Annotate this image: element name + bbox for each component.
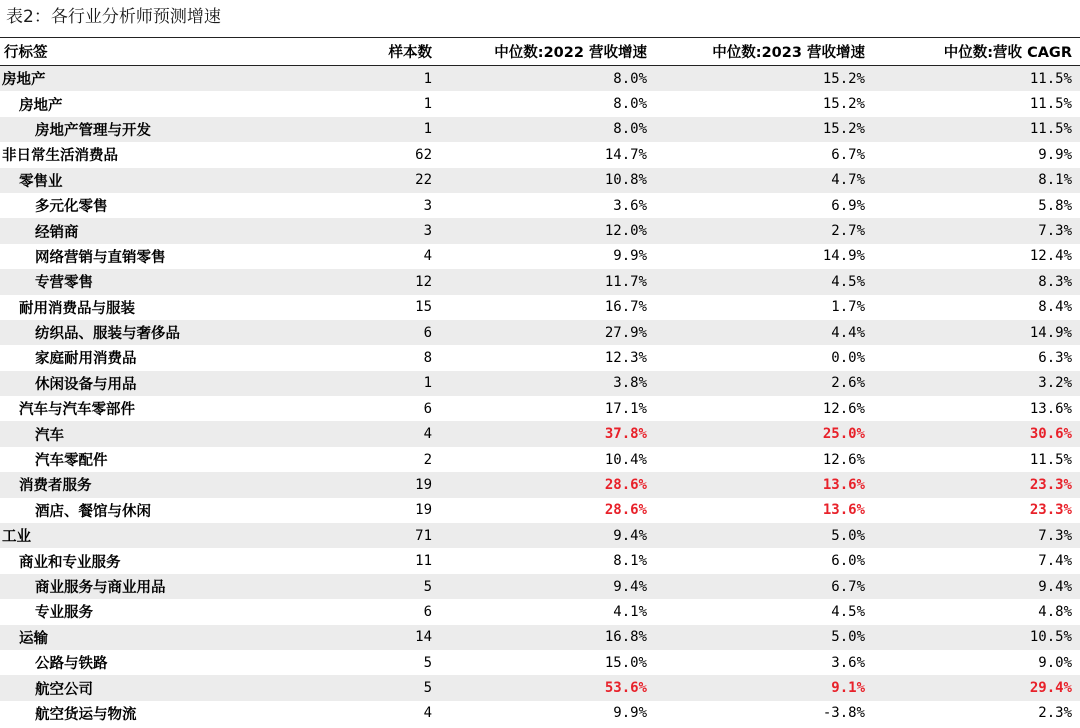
median-2022-growth: 8.0% bbox=[613, 70, 647, 87]
median-2023-growth: 25.0% bbox=[822, 426, 865, 443]
industry-label: 房地产管理与开发 bbox=[35, 122, 151, 139]
sample-count: 3 bbox=[423, 223, 432, 240]
sample-count: 62 bbox=[415, 146, 432, 163]
median-2023-growth: 5.0% bbox=[831, 629, 865, 646]
sample-count: 15 bbox=[415, 299, 432, 316]
industry-label: 房地产 bbox=[19, 97, 63, 114]
median-2023-growth: 15.2% bbox=[822, 96, 865, 113]
median-cagr: 10.5% bbox=[1029, 629, 1072, 646]
table-row bbox=[0, 625, 1080, 650]
header-median-2023-growth: 中位数:2023 营收增速 bbox=[712, 45, 865, 61]
median-cagr: 6.3% bbox=[1038, 349, 1072, 366]
industry-label: 运输 bbox=[19, 630, 48, 647]
median-cagr: 9.4% bbox=[1038, 578, 1072, 595]
industry-label: 经销商 bbox=[35, 224, 79, 241]
median-2023-growth: 4.5% bbox=[831, 273, 865, 290]
table-row bbox=[0, 701, 1080, 726]
median-2023-growth: 0.0% bbox=[831, 349, 865, 366]
median-2022-growth: 53.6% bbox=[604, 680, 647, 697]
median-cagr: 13.6% bbox=[1029, 400, 1072, 417]
industry-label: 消费者服务 bbox=[19, 478, 92, 495]
table-row bbox=[0, 218, 1080, 243]
industry-label: 专营零售 bbox=[35, 275, 93, 292]
industry-label: 酒店、餐馆与休闲 bbox=[35, 503, 151, 520]
industry-label: 多元化零售 bbox=[35, 199, 108, 216]
table-row bbox=[0, 320, 1080, 345]
median-2022-growth: 10.4% bbox=[604, 451, 647, 468]
median-cagr: 7.4% bbox=[1038, 553, 1072, 570]
table-row bbox=[0, 574, 1080, 599]
median-cagr: 30.6% bbox=[1029, 426, 1072, 443]
median-cagr: 9.9% bbox=[1038, 146, 1072, 163]
table-row bbox=[0, 650, 1080, 675]
median-2022-growth: 9.9% bbox=[613, 248, 647, 265]
median-2022-growth: 14.7% bbox=[604, 146, 647, 163]
median-cagr: 11.5% bbox=[1029, 70, 1072, 87]
median-2022-growth: 12.3% bbox=[604, 349, 647, 366]
industry-label: 网络营销与直销零售 bbox=[35, 249, 166, 266]
forecast-growth-table bbox=[0, 37, 1080, 726]
sample-count: 1 bbox=[423, 70, 432, 87]
median-cagr: 8.3% bbox=[1038, 273, 1072, 290]
median-cagr: 4.8% bbox=[1038, 603, 1072, 620]
median-2023-growth: 9.1% bbox=[831, 680, 865, 697]
header-median-cagr: 中位数:营收 CAGR bbox=[943, 45, 1072, 61]
table-row bbox=[0, 548, 1080, 573]
table-row bbox=[0, 396, 1080, 421]
table-row bbox=[0, 91, 1080, 116]
median-2023-growth: 2.7% bbox=[831, 223, 865, 240]
median-2022-growth: 37.8% bbox=[604, 426, 647, 443]
median-cagr: 7.3% bbox=[1038, 527, 1072, 544]
median-2023-growth: 15.2% bbox=[822, 70, 865, 87]
median-2022-growth: 11.7% bbox=[604, 273, 647, 290]
header-sample-count: 样本数 bbox=[388, 45, 432, 61]
sample-count: 1 bbox=[423, 96, 432, 113]
sample-count: 6 bbox=[423, 400, 432, 417]
median-2022-growth: 12.0% bbox=[604, 223, 647, 240]
sample-count: 22 bbox=[415, 172, 432, 189]
median-cagr: 2.3% bbox=[1038, 705, 1072, 722]
median-cagr: 14.9% bbox=[1029, 324, 1072, 341]
table-body bbox=[0, 66, 1080, 726]
sample-count: 4 bbox=[423, 248, 432, 265]
table-row bbox=[0, 269, 1080, 294]
median-2023-growth: 13.6% bbox=[822, 502, 865, 519]
median-2023-growth: 15.2% bbox=[822, 121, 865, 138]
sample-count: 1 bbox=[423, 121, 432, 138]
industry-label: 零售业 bbox=[19, 173, 63, 190]
median-2022-growth: 3.8% bbox=[613, 375, 647, 392]
table-row bbox=[0, 193, 1080, 218]
median-2023-growth: 4.7% bbox=[831, 172, 865, 189]
sample-count: 5 bbox=[423, 680, 432, 697]
table-row bbox=[0, 117, 1080, 142]
table-caption: 表2：各行业分析师预测增速 bbox=[6, 7, 221, 27]
industry-label: 航空货运与物流 bbox=[35, 706, 137, 723]
table-row bbox=[0, 599, 1080, 624]
median-cagr: 12.4% bbox=[1029, 248, 1072, 265]
table-row bbox=[0, 675, 1080, 700]
median-2022-growth: 10.8% bbox=[604, 172, 647, 189]
median-2022-growth: 3.6% bbox=[613, 197, 647, 214]
table-row bbox=[0, 498, 1080, 523]
median-cagr: 11.5% bbox=[1029, 121, 1072, 138]
median-2022-growth: 8.0% bbox=[613, 121, 647, 138]
industry-label: 休闲设备与用品 bbox=[35, 376, 137, 393]
median-cagr: 9.0% bbox=[1038, 654, 1072, 671]
table-row bbox=[0, 345, 1080, 370]
median-2022-growth: 16.7% bbox=[604, 299, 647, 316]
industry-label: 耐用消费品与服装 bbox=[19, 300, 135, 317]
median-2023-growth: 6.0% bbox=[831, 553, 865, 570]
median-cagr: 11.5% bbox=[1029, 451, 1072, 468]
median-cagr: 8.4% bbox=[1038, 299, 1072, 316]
median-2022-growth: 16.8% bbox=[604, 629, 647, 646]
median-2022-growth: 8.1% bbox=[613, 553, 647, 570]
sample-count: 6 bbox=[423, 324, 432, 341]
median-2023-growth: 13.6% bbox=[822, 476, 865, 493]
header-median-2022-growth: 中位数:2022 营收增速 bbox=[494, 45, 647, 61]
median-cagr: 7.3% bbox=[1038, 223, 1072, 240]
industry-label: 航空公司 bbox=[35, 681, 93, 698]
median-2023-growth: 6.7% bbox=[831, 578, 865, 595]
median-2023-growth: 1.7% bbox=[831, 299, 865, 316]
table-row bbox=[0, 142, 1080, 167]
industry-label: 非日常生活消费品 bbox=[2, 148, 118, 165]
median-2023-growth: 4.5% bbox=[831, 603, 865, 620]
sample-count: 4 bbox=[423, 426, 432, 443]
industry-label: 纺织品、服装与奢侈品 bbox=[35, 326, 180, 343]
table-row bbox=[0, 168, 1080, 193]
median-2022-growth: 9.9% bbox=[613, 705, 647, 722]
median-cagr: 8.1% bbox=[1038, 172, 1072, 189]
industry-label: 汽车与汽车零部件 bbox=[19, 402, 135, 419]
median-2023-growth: 2.6% bbox=[831, 375, 865, 392]
sample-count: 19 bbox=[415, 502, 432, 519]
median-2022-growth: 28.6% bbox=[604, 476, 647, 493]
median-cagr: 3.2% bbox=[1038, 375, 1072, 392]
table-header-row bbox=[0, 38, 1080, 66]
sample-count: 5 bbox=[423, 654, 432, 671]
median-2022-growth: 9.4% bbox=[613, 527, 647, 544]
industry-label: 公路与铁路 bbox=[35, 656, 108, 673]
median-2023-growth: 14.9% bbox=[822, 248, 865, 265]
sample-count: 1 bbox=[423, 375, 432, 392]
industry-label: 汽车零配件 bbox=[35, 453, 108, 470]
sample-count: 14 bbox=[415, 629, 432, 646]
median-cagr: 5.8% bbox=[1038, 197, 1072, 214]
median-cagr: 11.5% bbox=[1029, 96, 1072, 113]
median-2023-growth: 6.7% bbox=[831, 146, 865, 163]
median-2022-growth: 17.1% bbox=[604, 400, 647, 417]
median-2023-growth: 5.0% bbox=[831, 527, 865, 544]
median-2023-growth: -3.8% bbox=[822, 705, 865, 722]
median-2022-growth: 4.1% bbox=[613, 603, 647, 620]
table-row bbox=[0, 421, 1080, 446]
median-2022-growth: 9.4% bbox=[613, 578, 647, 595]
median-2023-growth: 12.6% bbox=[822, 400, 865, 417]
sample-count: 11 bbox=[415, 553, 432, 570]
table-row bbox=[0, 66, 1080, 91]
industry-label: 汽车 bbox=[35, 427, 64, 444]
median-2022-growth: 27.9% bbox=[604, 324, 647, 341]
table-row bbox=[0, 244, 1080, 269]
header-industry-label: 行标签 bbox=[4, 45, 48, 61]
median-2022-growth: 28.6% bbox=[604, 502, 647, 519]
median-cagr: 23.3% bbox=[1029, 502, 1072, 519]
industry-label: 商业服务与商业用品 bbox=[35, 580, 166, 596]
median-cagr: 29.4% bbox=[1029, 680, 1072, 697]
median-2023-growth: 6.9% bbox=[831, 197, 865, 214]
median-cagr: 23.3% bbox=[1029, 476, 1072, 493]
median-2022-growth: 15.0% bbox=[604, 654, 647, 671]
sample-count: 4 bbox=[423, 705, 432, 722]
median-2023-growth: 3.6% bbox=[831, 654, 865, 671]
industry-label: 商业和专业服务 bbox=[19, 554, 121, 571]
sample-count: 8 bbox=[423, 349, 432, 366]
table-row bbox=[0, 447, 1080, 472]
sample-count: 71 bbox=[415, 527, 432, 544]
industry-label: 房地产 bbox=[2, 72, 46, 89]
industry-label: 专业服务 bbox=[35, 605, 93, 622]
table-row bbox=[0, 472, 1080, 497]
sample-count: 19 bbox=[415, 476, 432, 493]
industry-label: 家庭耐用消费品 bbox=[35, 351, 137, 368]
sample-count: 3 bbox=[423, 197, 432, 214]
sample-count: 5 bbox=[423, 578, 432, 595]
median-2023-growth: 4.4% bbox=[831, 324, 865, 341]
sample-count: 2 bbox=[423, 451, 432, 468]
table-row bbox=[0, 295, 1080, 320]
sample-count: 12 bbox=[415, 273, 432, 290]
median-2022-growth: 8.0% bbox=[613, 96, 647, 113]
median-2023-growth: 12.6% bbox=[822, 451, 865, 468]
sample-count: 6 bbox=[423, 603, 432, 620]
table-row bbox=[0, 523, 1080, 548]
industry-label: 工业 bbox=[2, 529, 31, 546]
table-row bbox=[0, 371, 1080, 396]
